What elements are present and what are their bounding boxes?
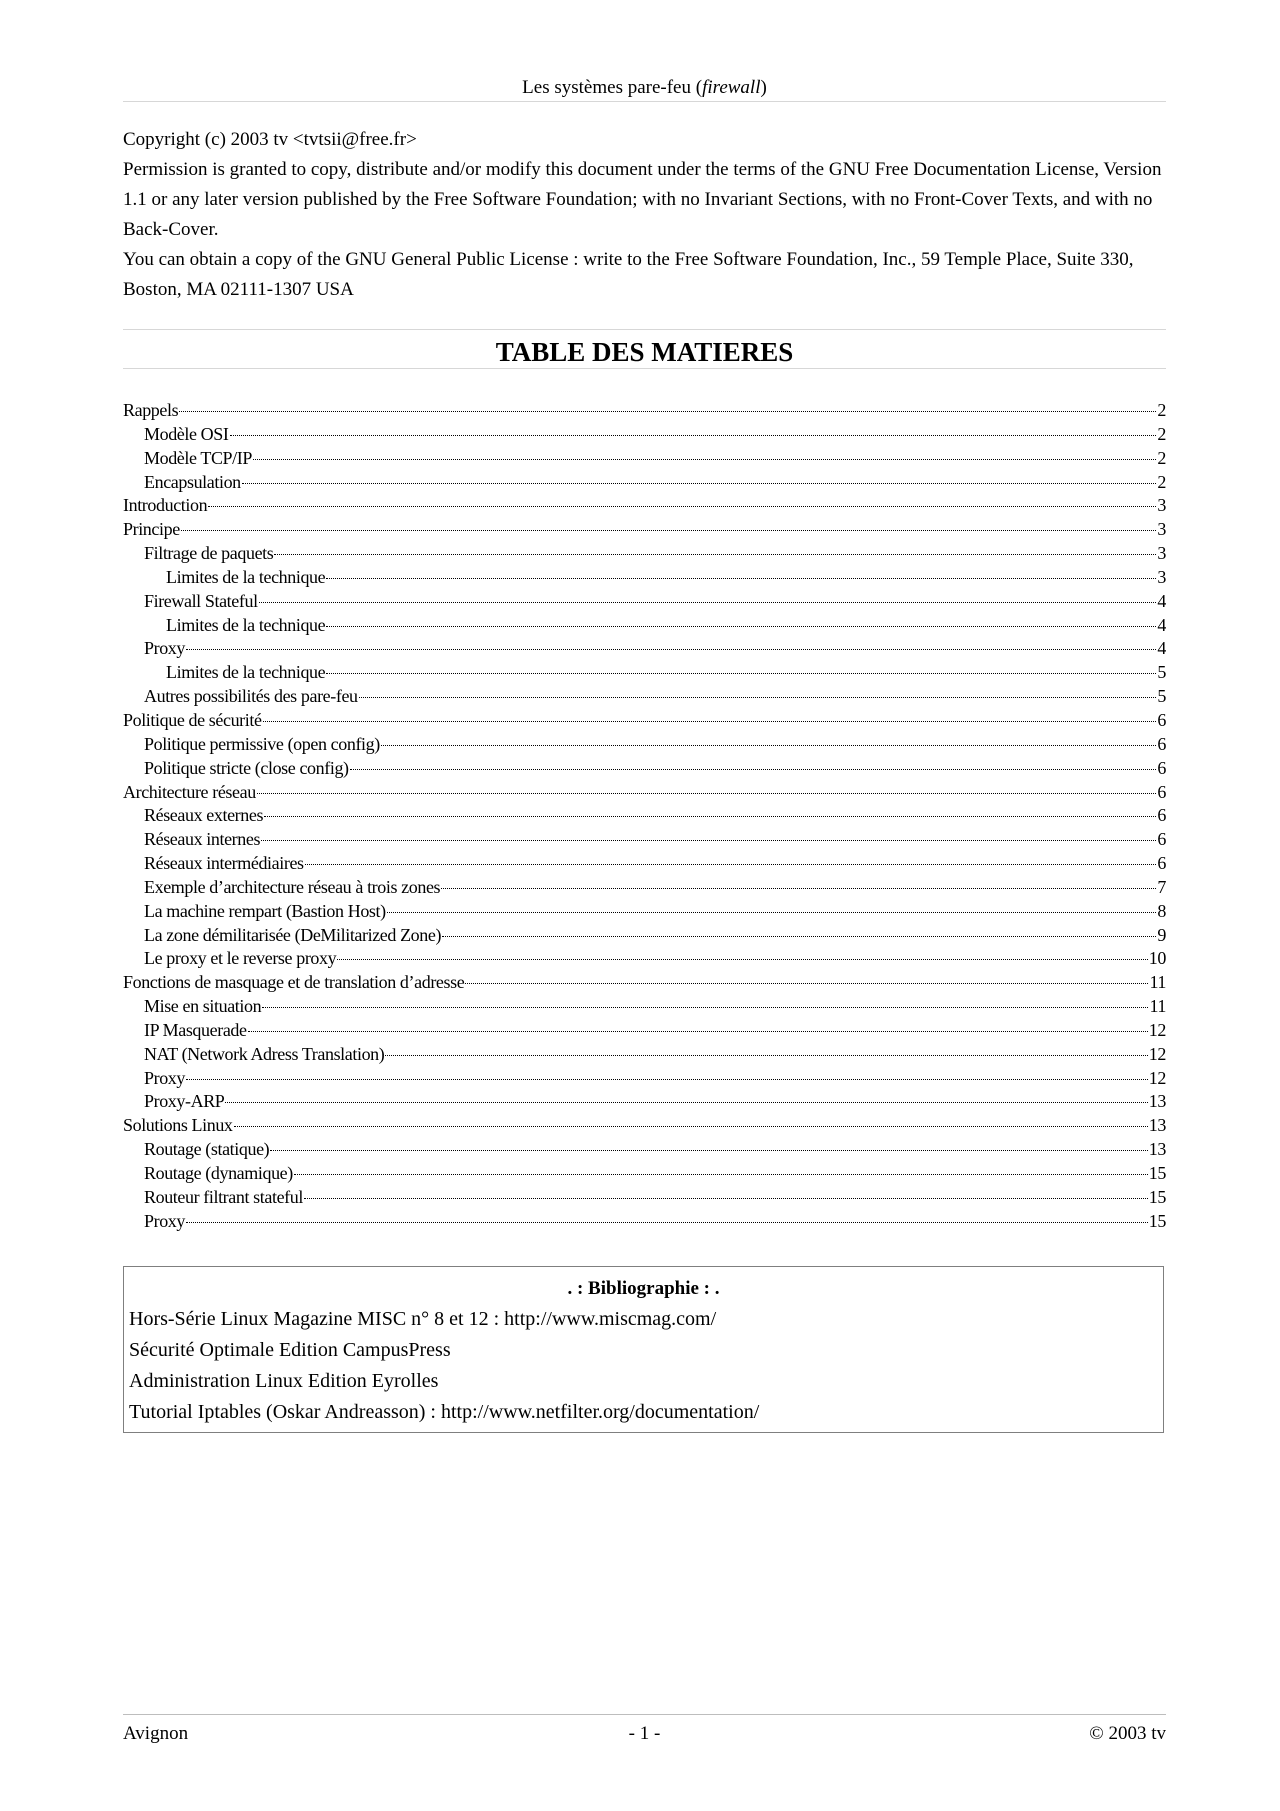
toc-dot-leader xyxy=(441,888,1156,889)
permission-paragraph: Permission is granted to copy, distribute and/or modify this document under the terms of the GNU Free Documentation License, Version 1.1 or any later version published by the Free Software Foundation; with no Invariant Sections, with no Front-Cover Texts, and with no Back-Cover. xyxy=(123,159,1162,240)
toc-entry-title: Encapsulation xyxy=(144,471,241,492)
toc-entry-page: 10 xyxy=(1148,948,1166,969)
bibliography-item: Sécurité Optimale Edition CampusPress xyxy=(129,1339,451,1361)
toc-entry-title: Firewall Stateful xyxy=(144,590,258,611)
toc-entry-title: La machine rempart (Bastion Host) xyxy=(144,900,386,921)
toc-entry-page: 5 xyxy=(1157,662,1166,683)
toc-entry-title: Modèle TCP/IP xyxy=(144,447,252,468)
toc-dot-leader xyxy=(186,649,1156,650)
toc-dot-leader xyxy=(337,959,1148,960)
toc-entry-page: 2 xyxy=(1157,423,1166,444)
toc-dot-leader xyxy=(179,411,1156,412)
toc-entry-title: Proxy xyxy=(144,1210,186,1231)
toc-entry-page: 6 xyxy=(1157,757,1166,778)
toc-entry-page: 12 xyxy=(1148,1067,1166,1088)
toc-entry-page: 6 xyxy=(1157,733,1166,754)
toc-entry-title: Le proxy et le reverse proxy xyxy=(144,948,337,969)
toc-entry[interactable] xyxy=(123,828,1166,852)
toc-entry[interactable] xyxy=(123,900,1166,924)
toc-dot-leader xyxy=(259,602,1157,603)
toc-entry-page: 11 xyxy=(1149,996,1166,1017)
toc-dot-leader xyxy=(387,912,1157,913)
toc-entry[interactable] xyxy=(123,1210,1166,1234)
toc-entry[interactable] xyxy=(123,971,1166,995)
toc-entry-page: 4 xyxy=(1157,590,1166,611)
toc-entry-title: Politique permissive (open config) xyxy=(144,733,380,754)
toc-entry-page: 4 xyxy=(1157,638,1166,659)
toc-entry-title: Filtrage de paquets xyxy=(144,543,274,564)
toc-entry-page: 3 xyxy=(1157,519,1166,540)
toc-entry[interactable] xyxy=(123,876,1166,900)
toc-entry-page: 4 xyxy=(1157,614,1166,635)
toc-dot-leader xyxy=(350,769,1157,770)
toc-entry-page: 6 xyxy=(1157,709,1166,730)
toc-entry-page: 13 xyxy=(1148,1115,1166,1136)
toc-entry[interactable] xyxy=(123,1067,1166,1091)
toc-dot-leader xyxy=(248,1031,1148,1032)
page-footer xyxy=(123,1722,1166,1746)
toc-entry-page: 3 xyxy=(1157,495,1166,516)
toc-entry-page: 15 xyxy=(1148,1163,1166,1183)
toc-entry[interactable] xyxy=(123,924,1166,948)
toc-title-divider xyxy=(123,368,1166,369)
toc-entry-title: Introduction xyxy=(123,495,208,516)
toc-entry[interactable] xyxy=(123,709,1166,733)
toc-entry-page: 6 xyxy=(1157,853,1166,874)
toc-entry-page: 6 xyxy=(1157,829,1166,850)
toc-entry[interactable] xyxy=(123,804,1166,828)
toc-entry-title: Exemple d’architecture réseau à trois zones xyxy=(144,876,441,897)
toc-entry-page: 3 xyxy=(1157,543,1166,564)
toc-entry-page: 7 xyxy=(1157,876,1166,897)
toc-dot-leader xyxy=(305,864,1157,865)
toc-entry[interactable] xyxy=(123,757,1166,781)
toc-entry-title: Proxy xyxy=(144,1067,186,1088)
header-title-italic: firewall xyxy=(702,77,761,98)
toc-dot-leader xyxy=(186,1222,1148,1223)
toc-entry[interactable] xyxy=(123,1138,1166,1162)
toc-entry-page: 6 xyxy=(1157,781,1166,802)
toc-entry[interactable] xyxy=(123,995,1166,1019)
toc-entry-title: NAT (Network Adress Translation) xyxy=(144,1043,385,1064)
toc-dot-leader xyxy=(270,1150,1148,1151)
toc-dot-leader xyxy=(253,459,1156,460)
toc-entry-title: Proxy xyxy=(144,638,186,659)
copyright-notice xyxy=(123,125,1166,305)
toc-dot-leader xyxy=(234,1126,1148,1127)
running-header xyxy=(123,76,1166,100)
toc-entry-page: 13 xyxy=(1148,1139,1166,1160)
header-title-prefix: Les systèmes pare-feu ( xyxy=(522,77,703,98)
toc-dot-leader xyxy=(186,1079,1148,1080)
toc-dot-leader xyxy=(326,626,1156,627)
toc-entry[interactable] xyxy=(123,1019,1166,1043)
table-of-contents xyxy=(123,399,1166,1234)
toc-dot-leader xyxy=(225,1102,1147,1103)
toc-entry[interactable] xyxy=(123,781,1166,805)
toc-entry[interactable] xyxy=(123,685,1166,709)
footer-location: Avignon xyxy=(123,1723,189,1744)
bibliography-item: Administration Linux Edition Eyrolles xyxy=(129,1370,439,1392)
toc-dot-leader xyxy=(359,697,1157,698)
toc-entry-title: Routage (dynamique) xyxy=(144,1163,293,1183)
toc-entry-page: 6 xyxy=(1157,805,1166,826)
toc-dot-leader xyxy=(264,816,1156,817)
toc-entry-title: Principe xyxy=(123,519,180,540)
toc-title: TABLE DES MATIERES xyxy=(495,337,794,367)
toc-dot-leader xyxy=(381,745,1157,746)
toc-dot-leader xyxy=(304,1198,1148,1199)
toc-entry[interactable] xyxy=(123,733,1166,757)
toc-entry-title: Architecture réseau xyxy=(123,781,256,802)
toc-entry[interactable] xyxy=(123,1043,1166,1067)
header-title-suffix: ) xyxy=(760,77,767,98)
toc-entry[interactable] xyxy=(123,614,1166,638)
toc-dot-leader xyxy=(274,554,1156,555)
footer-divider xyxy=(123,1714,1166,1715)
toc-entry[interactable] xyxy=(123,1186,1166,1210)
toc-dot-leader xyxy=(442,936,1156,937)
toc-entry-title: Routeur filtrant stateful xyxy=(144,1186,303,1207)
toc-dot-leader xyxy=(294,1174,1148,1175)
toc-entry-title: Limites de la technique xyxy=(166,662,326,683)
toc-dot-leader xyxy=(257,793,1157,794)
header-divider xyxy=(123,101,1166,102)
toc-entry-title: Fonctions de masquage et de translation d’adresse xyxy=(123,972,465,993)
toc-entry-page: 15 xyxy=(1148,1210,1166,1231)
toc-entry[interactable] xyxy=(123,471,1166,495)
toc-entry-title: Limites de la technique xyxy=(166,566,326,587)
toc-entry[interactable] xyxy=(123,947,1166,971)
toc-entry[interactable] xyxy=(123,423,1166,447)
copyright-line: Copyright (c) 2003 tv <tvtsii@free.fr> xyxy=(123,129,417,150)
toc-entry-title: Routage (statique) xyxy=(144,1139,270,1160)
toc-entry-page: 11 xyxy=(1149,972,1166,993)
toc-entry-title: Réseaux intermédiaires xyxy=(144,853,304,874)
toc-entry[interactable] xyxy=(123,1162,1166,1186)
toc-entry[interactable] xyxy=(123,542,1166,566)
toc-entry-title: Politique stricte (close config) xyxy=(144,757,349,778)
bibliography-title: . : Bibliographie : . xyxy=(567,1278,720,1299)
toc-entry-page: 2 xyxy=(1157,447,1166,468)
bibliography-item: Hors-Série Linux Magazine MISC n° 8 et 12 : http://www.miscmag.com/ xyxy=(129,1308,717,1330)
license-address-paragraph: You can obtain a copy of the GNU General Public License : write to the Free Software Foundation, Inc., 59 Temple Place, Suite 330, Boston, MA 02111-1307 USA xyxy=(123,249,1134,300)
toc-entry-title: Mise en situation xyxy=(144,996,262,1017)
bibliography-box xyxy=(123,1266,1164,1433)
toc-dot-leader xyxy=(326,673,1156,674)
toc-entry[interactable] xyxy=(123,518,1166,542)
toc-entry-page: 5 xyxy=(1157,686,1166,707)
toc-dot-leader xyxy=(181,530,1157,531)
toc-entry[interactable] xyxy=(123,399,1166,423)
toc-entry-title: Proxy-ARP xyxy=(144,1091,225,1112)
toc-entry-page: 2 xyxy=(1157,471,1166,492)
footer-copyright: © 2003 tv xyxy=(1089,1723,1166,1744)
toc-entry-page: 8 xyxy=(1157,900,1166,921)
toc-entry-title: Réseaux externes xyxy=(144,805,264,826)
toc-entry-title: Limites de la technique xyxy=(166,614,326,635)
toc-dot-leader xyxy=(261,840,1156,841)
toc-entry[interactable] xyxy=(123,1090,1166,1114)
toc-entry[interactable] xyxy=(123,494,1166,518)
toc-entry[interactable] xyxy=(123,590,1166,614)
toc-dot-leader xyxy=(208,506,1156,507)
toc-dot-leader xyxy=(242,483,1157,484)
toc-entry-title: Politique de sécurité xyxy=(123,709,262,730)
toc-entry-page: 9 xyxy=(1157,924,1166,945)
toc-entry-title: Modèle OSI xyxy=(144,423,229,444)
toc-entry-page: 12 xyxy=(1148,1043,1166,1064)
toc-entry-title: Rappels xyxy=(123,400,179,420)
toc-entry[interactable] xyxy=(123,661,1166,685)
toc-dot-leader xyxy=(465,983,1148,984)
toc-entry-page: 3 xyxy=(1157,566,1166,587)
toc-entry-title: La zone démilitarisée (DeMilitarized Zone) xyxy=(144,924,442,945)
toc-entry-page: 12 xyxy=(1148,1019,1166,1040)
toc-entry-page: 13 xyxy=(1148,1091,1166,1112)
toc-dot-leader xyxy=(262,1007,1148,1008)
toc-top-divider xyxy=(123,329,1166,330)
toc-entry[interactable] xyxy=(123,1114,1166,1138)
toc-entry[interactable] xyxy=(123,566,1166,590)
toc-entry-title: IP Masquerade xyxy=(144,1019,247,1040)
toc-dot-leader xyxy=(230,435,1157,436)
toc-entry[interactable] xyxy=(123,852,1166,876)
footer-page-number: - 1 - xyxy=(628,1723,661,1744)
toc-dot-leader xyxy=(326,578,1156,579)
toc-entry-title: Autres possibilités des pare-feu xyxy=(144,686,358,707)
toc-entry-page: 2 xyxy=(1157,400,1166,420)
toc-entry[interactable] xyxy=(123,637,1166,661)
bibliography-item: Tutorial Iptables (Oskar Andreasson) : http://www.netfilter.org/documentation/ xyxy=(129,1401,760,1423)
toc-entry-page: 15 xyxy=(1148,1186,1166,1207)
toc-dot-leader xyxy=(263,721,1157,722)
toc-entry-title: Réseaux internes xyxy=(144,829,261,850)
toc-entry-title: Solutions Linux xyxy=(123,1115,233,1136)
toc-dot-leader xyxy=(385,1055,1147,1056)
toc-entry[interactable] xyxy=(123,447,1166,471)
